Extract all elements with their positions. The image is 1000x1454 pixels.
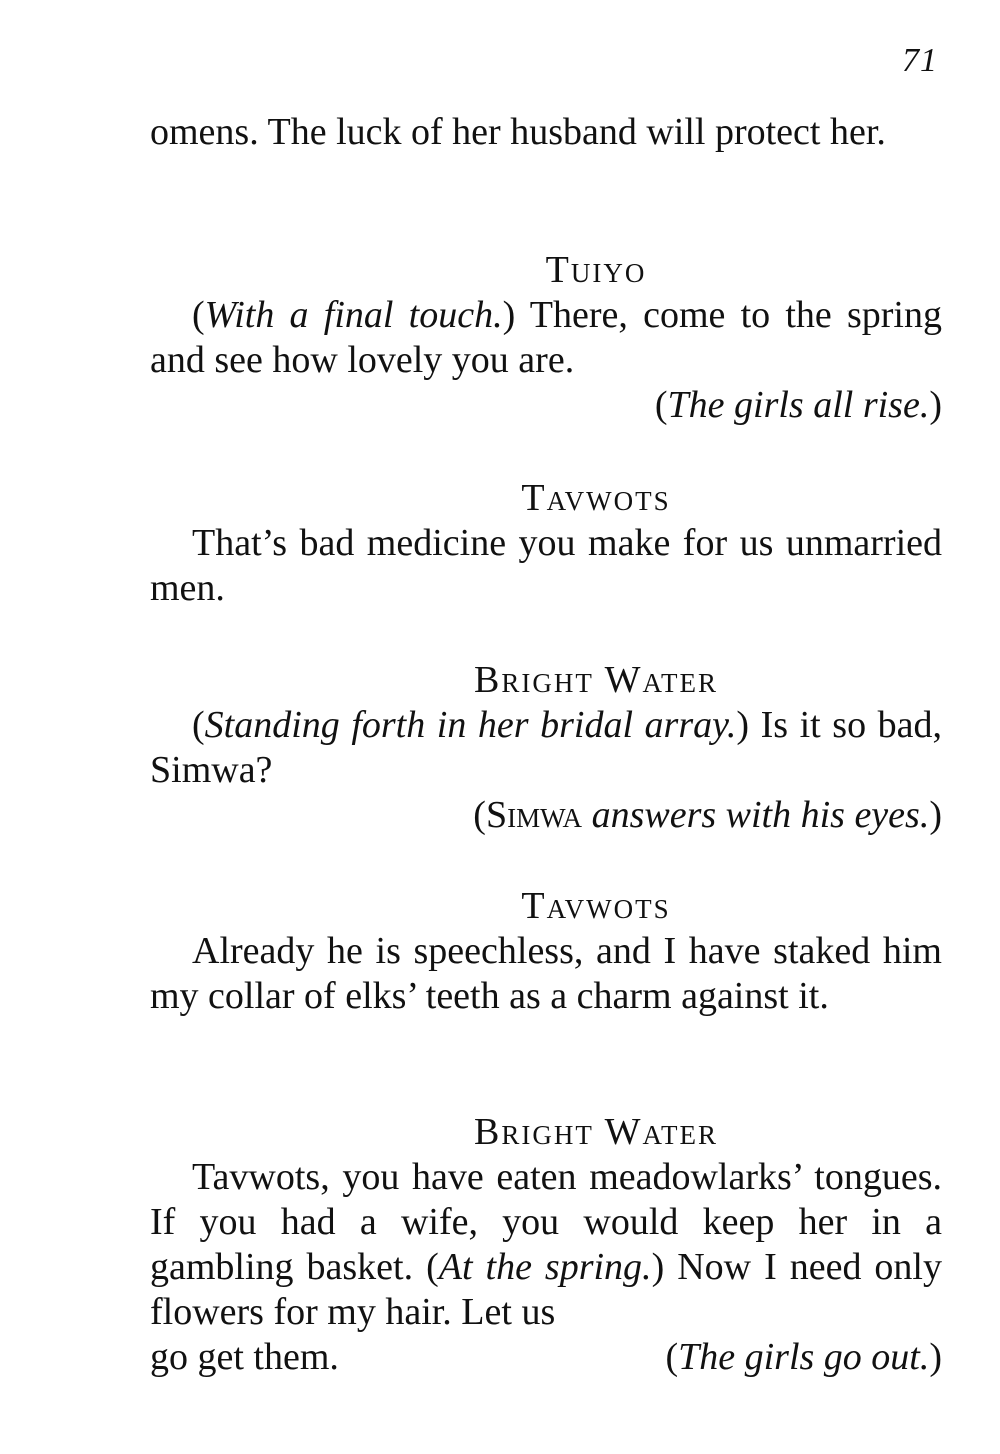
page-number: 71 [902,42,938,79]
stage-direction: The girls go out. [678,1336,930,1378]
dialogue-block-tuiyo [150,248,942,428]
dialogue-block-tavwots-2 [150,884,942,1019]
direction-close-paren: ) [502,294,516,336]
speaker-name: Tuiyo [545,249,647,291]
speech-content: Now I need only flowers for my hair. Let us [150,1246,942,1333]
stage-direction-line [150,383,942,428]
speech-text: That’s bad medicine you make for us unmarried men. [150,522,942,609]
direction-close-paren: ) [736,704,750,746]
stage-close-paren: ) [929,794,942,836]
stage-open-paren: ( [473,794,486,836]
speech-content: There, come to the spring and see how lovely you are. [150,294,942,381]
speaker-name: Bright Water [473,1111,718,1153]
direction-close-paren: ) [651,1246,665,1288]
exit-open-paren: ( [665,1336,679,1378]
direction-open-paren: ( [192,704,205,746]
stage-open-paren: ( [654,384,668,426]
stage-direction: With a final touch. [204,294,503,336]
stage-direction: At the spring. [438,1246,652,1288]
stage-direction: The girls all rise. [667,384,930,426]
speech-content: Is it so bad, Simwa? [150,704,942,791]
speech-content: go get them. [150,1336,339,1378]
exit-direction [665,1335,942,1380]
speech-text: Already he is speechless, and I have staked him my collar of elks’ teeth as a charm against it. [150,930,942,1017]
speech-content: Tavwots, you have eaten meadowlarks’ tongues. If you had a wife, you would keep her in a gambling basket. [150,1156,942,1288]
stage-direction: Standing forth in her bridal array. [204,704,737,746]
speaker-name: Tavwots [521,477,671,519]
stage-direction-line [150,793,942,838]
dialogue-block-tavwots [150,476,942,611]
stage-direction: answers with his eyes. [582,794,930,836]
final-line [150,1335,942,1380]
character-name: Simwa [485,794,583,836]
dialogue-block-bright-water-2 [150,1110,942,1380]
speech-text [150,1155,942,1335]
speaker-name: Bright Water [473,659,718,701]
dialogue-block-bright-water [150,658,942,838]
continuation-paragraph [150,110,942,155]
exit-close-paren: ) [929,1336,942,1378]
paragraph-text: omens. The luck of her husband will protect her. [150,111,886,153]
speech-text [150,293,942,383]
stage-close-paren: ) [929,384,942,426]
direction-open-paren: ( [192,294,205,336]
speaker-name: Tavwots [521,885,671,927]
speech-text [150,703,942,793]
direction-open-paren: ( [426,1246,439,1288]
